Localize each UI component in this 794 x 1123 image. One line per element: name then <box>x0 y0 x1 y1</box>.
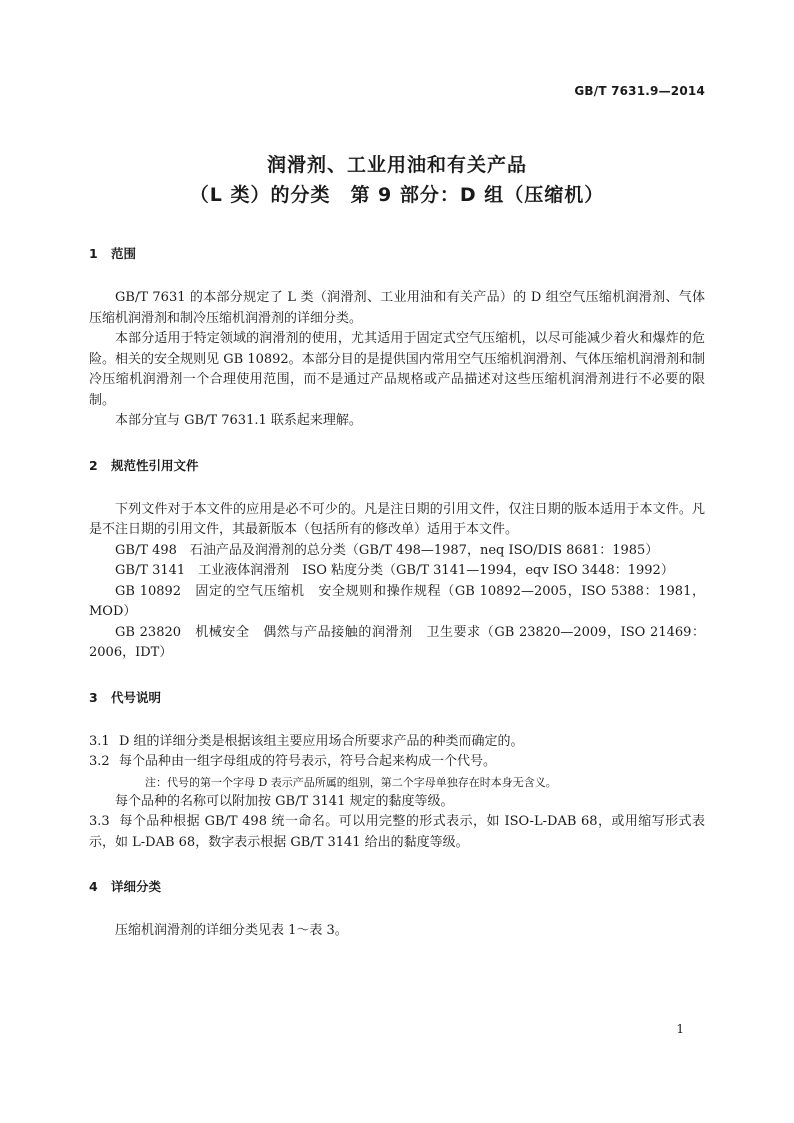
paragraph: GB/T 7631 的本部分规定了 L 类（润滑剂、工业用油和有关产品）的 D 组空气压缩机润滑剂、气体压缩机润滑剂和制冷压缩机润滑剂的详细分类。 <box>89 290 705 326</box>
section-normative-references <box>89 456 705 664</box>
reference-item: GB 23820 机械安全 偶然与产品接触的润滑剂 卫生要求（GB 23820—2009，ISO 21469：2006，IDT） <box>89 624 705 660</box>
paragraph: 下列文件对于本文件的应用是必不可少的。凡是注日期的引用文件，仅注日期的版本适用于本文件。凡是不注日期的引用文件，其最新版本（包括所有的修改单）适用于本文件。 <box>89 501 705 537</box>
section-scope <box>89 244 705 432</box>
document-title <box>0 150 794 210</box>
reference-item: GB/T 498 石油产品及润滑剂的总分类（GB/T 498—1987，neq ISO/DIS 8681：1985） <box>115 542 659 558</box>
section-heading: 3 代号说明 <box>89 689 162 705</box>
clause-3-3: 3.3 每个品种根据 GB/T 498 统一命名。可以用完整的形式表示，如 ISO-L-DAB 68，或用缩写形式表示，如 L-DAB 68，数字表示根据 GB/T 3141 给出的黏度等级。 <box>89 814 705 850</box>
note: 注：代号的第一个字母 D 表示产品所属的组别，第二个字母单独存在时本身无含义。 <box>145 775 557 789</box>
section-heading: 2 规范性引用文件 <box>89 457 199 473</box>
section-heading: 1 范围 <box>89 246 137 261</box>
clause-3-2: 3.2 每个品种由一组字母组成的符号表示，符号合起来构成一个代号。 <box>89 754 497 769</box>
reference-item: GB/T 3141 工业液体润滑剂 ISO 粘度分类（GB/T 3141—1994，eqv ISO 3448：1992） <box>115 563 674 578</box>
reference-item: GB 10892 固定的空气压缩机 安全规则和操作规程（GB 10892—2005，ISO 5388：1981，MOD） <box>89 583 705 619</box>
paragraph: 本部分适用于特定领域的润滑剂的使用，尤其适用于固定式空气压缩机，以尽可能减少着火和爆炸的危险。相关的安全规则见 GB 10892。本部分目的是提供国内常用空气压缩机润滑剂、气体压缩机润滑剂和制冷压缩机润滑剂一个合理使用范围，而不是通过产品规格或产品描述对这些压缩机润滑剂进行不必要的限制。 <box>89 331 705 408</box>
paragraph: 压缩机润滑剂的详细分类见表 1～表 3。 <box>115 923 348 938</box>
section-code-description <box>89 688 705 854</box>
paragraph: 本部分宜与 GB/T 7631.1 联系起来理解。 <box>115 413 362 428</box>
title-line-2: （L 类）的分类 第 9 部分：D 组（压缩机） <box>189 184 605 206</box>
section-heading: 4 详细分类 <box>89 879 162 894</box>
title-line-1: 润滑剂、工业用油和有关产品 <box>266 154 527 176</box>
page-number: 1 <box>676 1022 684 1036</box>
clause-3-1: 3.1 D 组的详细分类是根据该组主要应用场合所要求产品的种类而确定的。 <box>89 733 524 749</box>
standard-number: GB/T 7631.9—2014 <box>574 84 705 98</box>
paragraph: 每个品种的名称可以附加按 GB/T 3141 规定的黏度等级。 <box>115 793 454 809</box>
document-body <box>89 244 705 966</box>
section-detailed-classification <box>89 877 705 942</box>
